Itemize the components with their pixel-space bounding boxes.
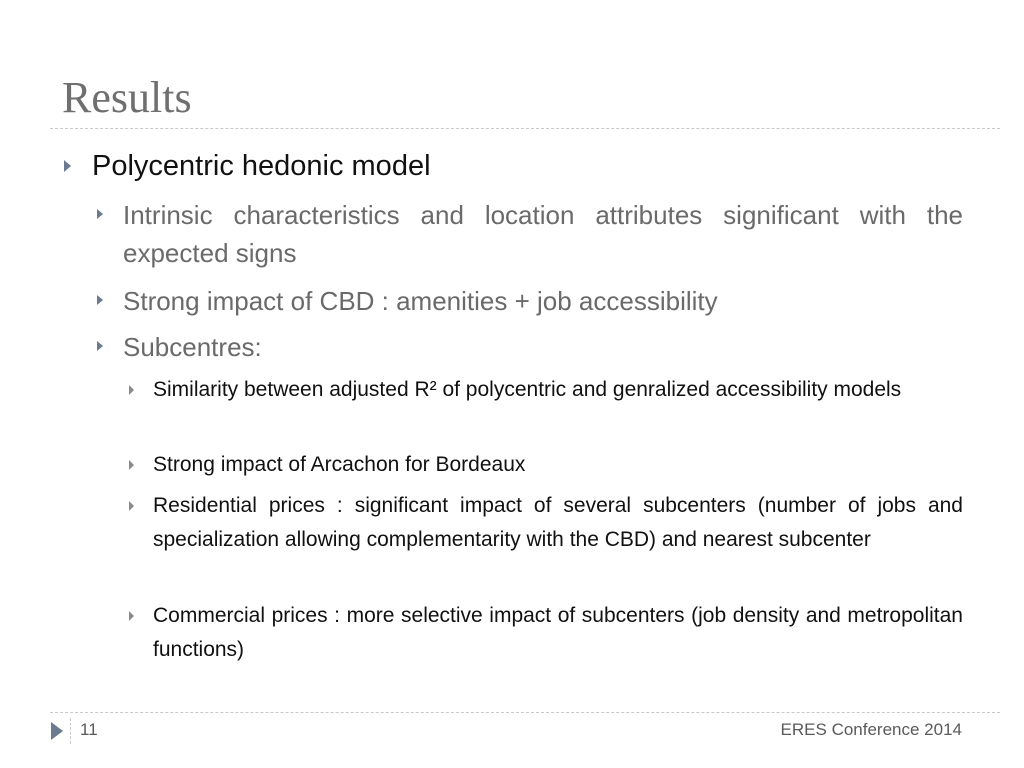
bullet-text: Polycentric hedonic model [92,150,431,182]
bullet-item-level3 [153,489,963,557]
triangle-right-icon [97,209,103,219]
bullet-item-level2 [123,282,963,320]
footer-conference: ERES Conference 2014 [780,720,962,739]
footer-separator [70,718,71,744]
bullet-text: Intrinsic characteristics and location attributes significant with the expected signs [123,200,963,268]
bullet-text: Subcentres: [123,332,262,362]
title-divider [50,128,1000,129]
bullet-item-level3 [153,448,963,482]
bullet-text: Similarity between adjusted R² of polycentric and genralized accessibility models [153,378,902,401]
bullet-text: Residential prices : significant impact of several subcenters (number of jobs and specialization allowing complementarity with the CBD) and nearest subcenter [153,494,963,551]
triangle-right-icon [51,722,63,740]
bullet-item-level2 [123,196,963,272]
bullet-item-level1 [92,148,962,184]
triangle-right-icon [97,295,103,305]
triangle-right-icon [64,160,71,172]
bullet-text: Strong impact of CBD : amenities + job accessibility [123,286,718,316]
triangle-right-icon [129,460,134,470]
triangle-right-icon [129,501,134,511]
triangle-right-icon [129,611,134,621]
triangle-right-icon [129,385,134,395]
triangle-right-icon [97,341,103,351]
bullet-item-level2 [123,328,963,366]
footer-divider [50,712,1000,713]
bullet-item-level3 [153,599,963,667]
bullet-item-level3 [153,373,963,407]
bullet-text: Strong impact of Arcachon for Bordeaux [153,453,526,476]
bullet-text: Commercial prices : more selective impact of subcenters (job density and metropolitan functions) [153,604,963,661]
page-number: 11 [80,720,98,739]
slide-title: Results [62,73,192,122]
